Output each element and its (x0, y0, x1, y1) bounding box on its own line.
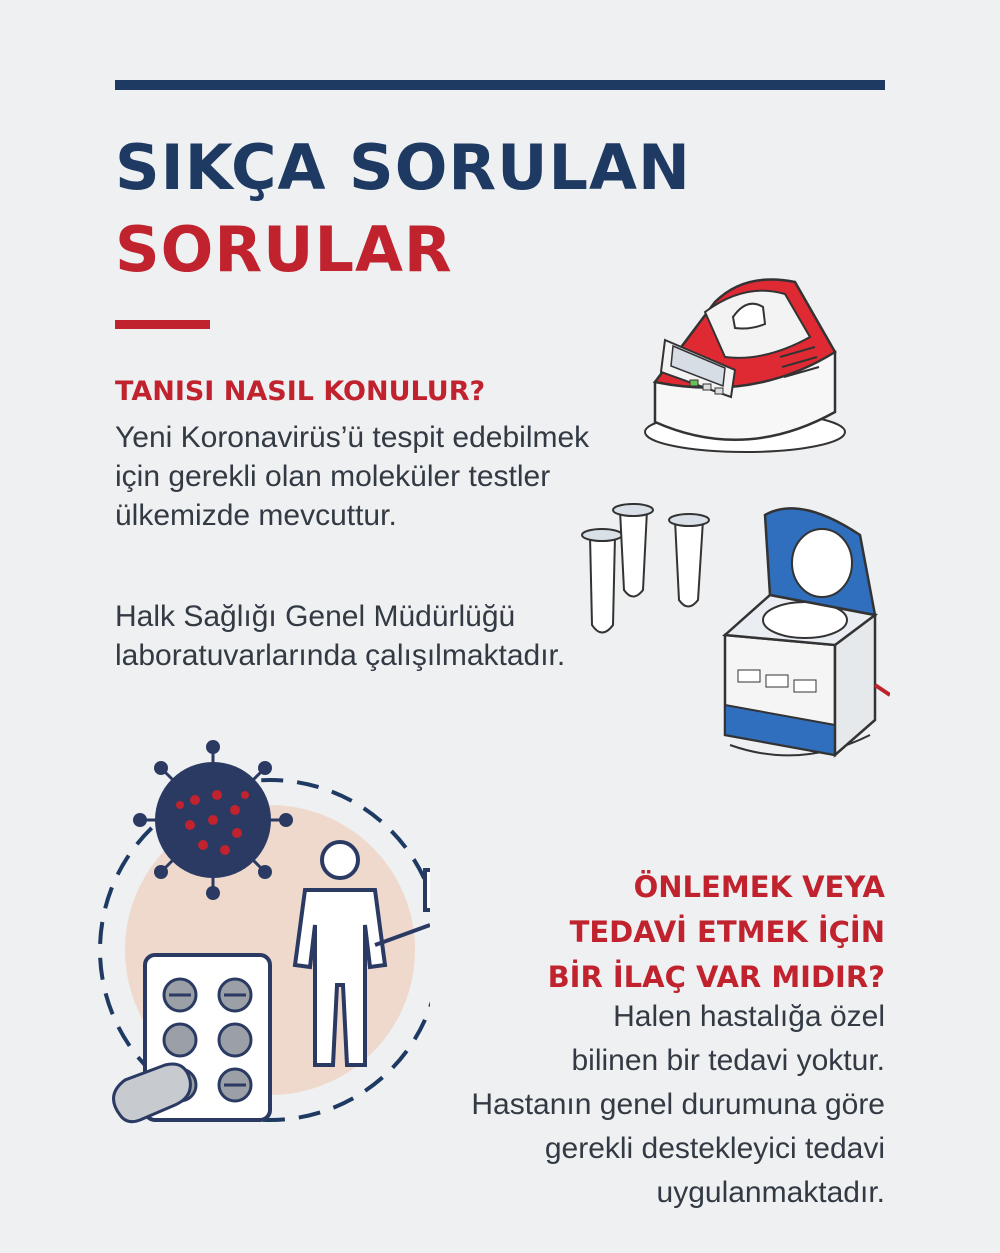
answer-line: laboratuvarlarında çalışılmaktadır. (115, 639, 566, 672)
diagnosis-answer-paragraph2 (115, 597, 565, 675)
answer-line: gerekli destekleyici tedavi (544, 1132, 885, 1165)
answer-line: için gerekli olan moleküler testler (115, 460, 551, 493)
page-title-line1: SIKÇA SORULAN (115, 131, 691, 204)
heading-line: ÖNLEMEK VEYA (633, 870, 885, 904)
diagnosis-question-heading: TANISI NASIL KONULUR? (115, 376, 486, 407)
top-divider (115, 80, 885, 90)
answer-line: ülkemizde mevcuttur. (115, 499, 397, 532)
answer-line: Hastanın genel durumuna göre (471, 1088, 885, 1121)
answer-line: Halk Sağlığı Genel Müdürlüğü (115, 600, 516, 633)
page-title-line2: SORULAR (115, 213, 453, 286)
pcr-machine-icon (635, 262, 855, 472)
answer-line: bilinen bir tedavi yoktur. (571, 1044, 885, 1077)
patient-illustration (85, 735, 430, 1145)
diagnosis-answer-paragraph1 (115, 418, 635, 535)
answer-line: uygulanmaktadır. (656, 1176, 885, 1209)
answer-line: Halen hastalığa özel (613, 1000, 885, 1033)
heading-line: BİR İLAÇ VAR MIDIR? (547, 960, 885, 994)
treatment-question-heading (548, 865, 885, 1000)
test-tubes-icon (565, 495, 730, 645)
answer-line: Yeni Koronavirüs’ü tespit edebilmek (115, 421, 590, 454)
heading-line: TEDAVİ ETMEK İÇİN (569, 915, 885, 949)
centrifuge-icon (710, 495, 890, 765)
title-underline (115, 320, 210, 329)
coronavirus-icon (133, 740, 293, 900)
treatment-answer (471, 995, 885, 1215)
